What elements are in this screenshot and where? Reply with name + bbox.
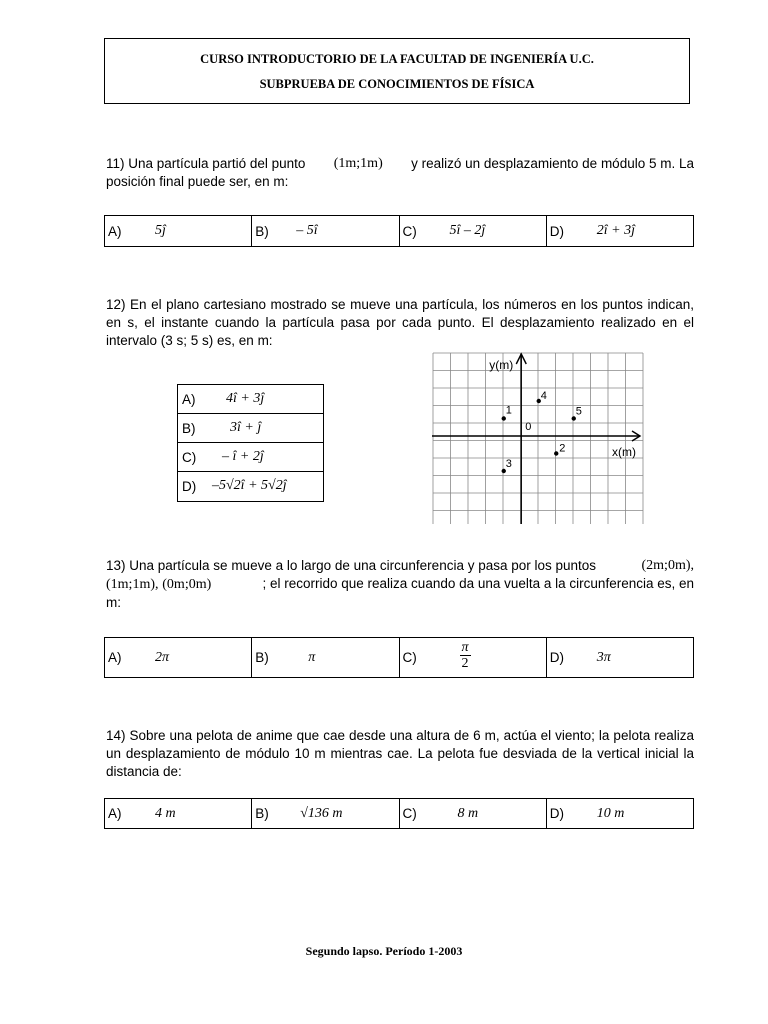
point-label-5: 5	[575, 405, 582, 418]
q13-point-2: (1m;1m),	[106, 577, 159, 592]
question-13	[106, 557, 694, 612]
point-1	[502, 416, 506, 420]
point-label-2: 2	[559, 442, 566, 455]
q11-point: (1m;1m)	[333, 156, 383, 171]
q13-text-c: m:	[106, 595, 121, 610]
q11-option-d[interactable]: D) 2î + 3ĵ	[549, 223, 635, 239]
q13-text-b: ; el recorrido que realiza cuando da una vuelta a la circunferencia es, en	[262, 576, 694, 591]
test-title: SUBPRUEBA DE CONOCIMIENTOS DE FÍSICA	[259, 77, 535, 91]
q11-option-b[interactable]: B) – 5î	[252, 216, 399, 246]
q11-text-b: y realizó un desplazamiento de módulo 5 m. La	[411, 156, 694, 171]
question-14: 14) Sobre una pelota de anime que cae desde una altura de 6 m, actúa el viento; la pelota realiza un desplazamiento de módulo 10 m mientras cae. La pelota fue desviada de la vertical inicial la distancia de:	[106, 728, 694, 779]
x-axis-label: x(m)	[612, 445, 636, 459]
q12-option-a[interactable]: A) 4î + 3ĵ	[178, 385, 323, 414]
q13-point-3: (0m;0m)	[162, 577, 212, 592]
point-2	[554, 451, 558, 455]
q11-text-a: 11) Una partícula partió del punto	[106, 156, 306, 171]
q13-option-a[interactable]: A) 2π	[105, 638, 252, 677]
question-11	[106, 155, 694, 191]
q11-option-a[interactable]: A) 5ĵ	[105, 216, 252, 246]
q12-options	[177, 384, 324, 502]
q14-option-a[interactable]: A) 4 m	[105, 799, 252, 828]
q11-options	[104, 215, 694, 247]
question-12: 12) En el plano cartesiano mostrado se mueve una partícula, los números en los puntos indican, en s, el instante cuando la partícula pasa por cada punto. El desplazamiento realizado en el intervalo (3 s; 5 s) es, en m:	[106, 297, 694, 348]
footer-period: Segundo lapso. Período 1-2003	[305, 944, 463, 958]
pi-over-2-fraction: $\frac{\pi}{2}$	[461, 640, 469, 671]
q13-text-a: 13) Una partícula se mueve a lo largo de una circunferencia y pasa por los puntos	[106, 558, 597, 573]
q14-option-c[interactable]: C) 8 m	[400, 799, 547, 828]
origin-label: 0	[525, 421, 532, 433]
cartesian-plane	[432, 352, 644, 524]
q14-option-d[interactable]: D) 10 m	[549, 806, 625, 821]
q11-option-c[interactable]: C) 5î – 2ĵ	[400, 216, 547, 246]
q12-option-c[interactable]: C) – î + 2ĵ	[178, 443, 323, 472]
point-label-4: 4	[540, 390, 547, 402]
q11-text-c: posición final puede ser, en m:	[106, 174, 289, 189]
q13-point-1: (2m;0m),	[641, 558, 694, 573]
q14-option-b[interactable]: B) √136 m	[252, 799, 399, 828]
q13-option-b[interactable]: B) π	[252, 638, 399, 677]
q13-option-d[interactable]: D) 3π	[549, 650, 611, 665]
q12-option-b[interactable]: B) 3î + ĵ	[178, 414, 323, 443]
point-label-3: 3	[505, 458, 512, 470]
header-box	[104, 38, 690, 104]
q13-options	[104, 637, 694, 678]
q13-option-c[interactable]: C) $\frac{\pi}{2}$	[400, 638, 547, 677]
q12-option-d[interactable]: D) –5√2î + 5√2ĵ	[182, 478, 287, 494]
course-title: CURSO INTRODUCTORIO DE LA FACULTAD DE INGENIERÍA U.C.	[200, 52, 594, 66]
point-label-1: 1	[505, 404, 512, 417]
y-axis-label: y(m)	[489, 358, 514, 372]
q14-options	[104, 798, 694, 829]
